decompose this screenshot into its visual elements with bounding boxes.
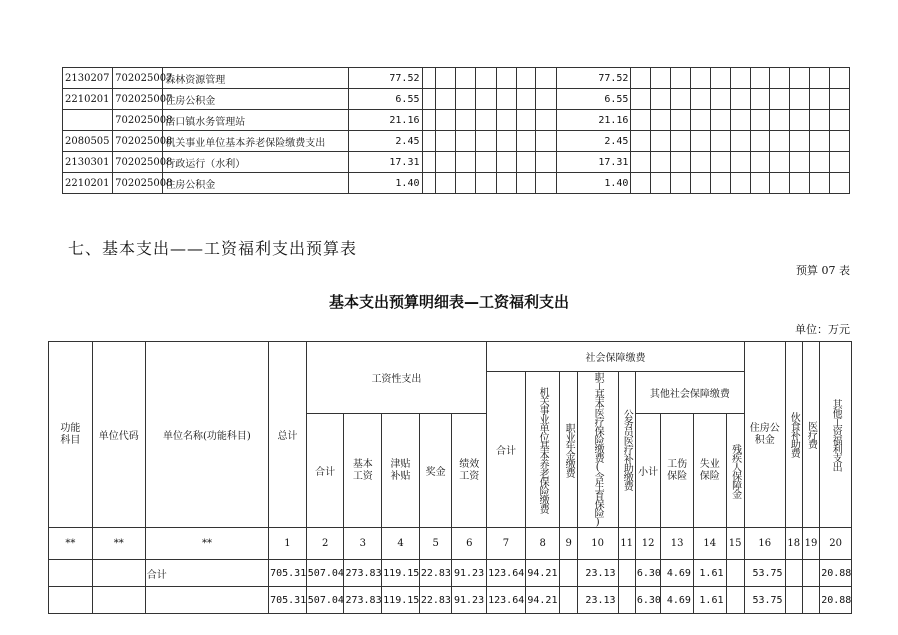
perf-wage-cell: 91.23 (452, 560, 487, 587)
table-row (63, 173, 850, 194)
func-code-cell: 2080505 (63, 131, 113, 152)
empty-cell (829, 68, 849, 89)
empty-cell (475, 89, 496, 110)
empty-cell (770, 89, 790, 110)
disabled-cell (726, 560, 744, 587)
empty-cell (651, 110, 671, 131)
empty-cell (810, 131, 830, 152)
header-func: 功能 科目 (49, 342, 93, 528)
header-housing: 住房公 积金 (744, 342, 785, 528)
empty-cell (516, 110, 536, 131)
header-perf-wage: 绩效 工资 (452, 414, 487, 528)
header-basic-wage: 基本 工资 (344, 414, 382, 528)
index-cell: 14 (693, 528, 726, 560)
empty-cell (516, 68, 536, 89)
empty-cell (710, 68, 730, 89)
empty-cell (92, 587, 145, 614)
empty-cell (750, 131, 770, 152)
empty-cell (730, 131, 750, 152)
annuity-cell (560, 587, 577, 614)
empty-cell (496, 131, 516, 152)
unit-name-cell: 住房公积金 (163, 89, 349, 110)
empty-cell (422, 173, 436, 194)
header-social-group: 社会保障缴费 (487, 342, 745, 372)
func-code-cell (63, 110, 113, 131)
index-cell: 3 (344, 528, 382, 560)
wage-welfare-table (48, 341, 852, 614)
basic-total-cell: 21.16 (557, 110, 631, 131)
empty-cell (516, 173, 536, 194)
header-wage-total: 合计 (306, 414, 344, 528)
empty-cell (730, 152, 750, 173)
empty-cell (750, 89, 770, 110)
empty-cell (710, 173, 730, 194)
empty-cell (829, 89, 849, 110)
empty-cell (730, 89, 750, 110)
empty-cell (810, 110, 830, 131)
empty-cell (475, 152, 496, 173)
unemploy-cell: 1.61 (693, 587, 726, 614)
basic-wage-cell: 273.83 (344, 560, 382, 587)
bonus-cell: 22.83 (419, 560, 452, 587)
basic-wage-cell: 273.83 (344, 587, 382, 614)
empty-cell (770, 152, 790, 173)
func-code-cell: 2130207 (63, 68, 113, 89)
empty-cell (651, 131, 671, 152)
empty-cell (770, 110, 790, 131)
empty-cell (730, 110, 750, 131)
header-injury: 工伤 保险 (661, 414, 694, 528)
index-cell: 8 (525, 528, 560, 560)
empty-cell (730, 173, 750, 194)
meal-cell (785, 587, 802, 614)
empty-cell (829, 173, 849, 194)
bonus-cell: 22.83 (419, 587, 452, 614)
unemploy-cell: 1.61 (693, 560, 726, 587)
total-cell: 77.52 (349, 68, 422, 89)
empty-cell (770, 131, 790, 152)
empty-cell (690, 173, 710, 194)
empty-cell (536, 152, 557, 173)
medical-fee-cell (802, 587, 819, 614)
unit-name-cell: 机关事业单位基本养老保险缴费支出 (163, 131, 349, 152)
header-total: 总计 (269, 342, 307, 528)
pension-cell: 94.21 (525, 560, 560, 587)
index-cell: 20 (820, 528, 852, 560)
empty-cell (631, 89, 651, 110)
basic-total-cell: 1.40 (557, 173, 631, 194)
unit-label: 单位：万元 (795, 323, 850, 336)
empty-cell (631, 152, 651, 173)
injury-cell: 4.69 (661, 560, 694, 587)
empty-cell (690, 131, 710, 152)
index-cell: 9 (560, 528, 577, 560)
index-cell: 6 (452, 528, 487, 560)
empty-cell (455, 131, 475, 152)
empty-cell (455, 68, 475, 89)
empty-cell (496, 173, 516, 194)
empty-cell (631, 68, 651, 89)
empty-cell (436, 173, 456, 194)
empty-cell (475, 110, 496, 131)
table-row (49, 587, 852, 614)
unit-name-cell: 涪口镇水务管理站 (163, 110, 349, 131)
medical-fee-cell (802, 560, 819, 587)
total-cell: 705.31 (269, 560, 307, 587)
medical-cell: 23.13 (577, 560, 618, 587)
empty-cell (671, 131, 691, 152)
header-other-welfare: 其他工资福利支出 (820, 342, 852, 528)
empty-cell (750, 173, 770, 194)
empty-cell (436, 68, 456, 89)
empty-cell (790, 89, 810, 110)
empty-cell (671, 173, 691, 194)
empty-cell (422, 89, 436, 110)
index-cell: 1 (269, 528, 307, 560)
table-row (63, 131, 850, 152)
index-cell: 19 (802, 528, 819, 560)
func-code-cell: 2210201 (63, 173, 113, 194)
table-number: 预算 07 表 (796, 264, 850, 277)
basic-total-cell: 17.31 (557, 152, 631, 173)
basic-total-cell: 6.55 (557, 89, 631, 110)
other-welfare-cell: 20.88 (820, 560, 852, 587)
empty-cell (536, 89, 557, 110)
unit-code-cell: 702025008 (113, 173, 163, 194)
empty-cell (770, 68, 790, 89)
empty-cell (475, 68, 496, 89)
empty-cell (651, 89, 671, 110)
empty-cell (790, 110, 810, 131)
other-welfare-cell: 20.88 (820, 587, 852, 614)
header-annuity: 职业年金缴费 (560, 372, 577, 528)
empty-cell (829, 152, 849, 173)
header-unit-name: 单位名称(功能科目) (145, 342, 268, 528)
perf-wage-cell: 91.23 (452, 587, 487, 614)
header-unemploy: 失业 保险 (693, 414, 726, 528)
other-sub-cell: 6.30 (635, 587, 660, 614)
table-row (49, 560, 852, 587)
header-medical-fee: 医疗费 (802, 342, 819, 528)
meal-cell (785, 560, 802, 587)
unit-code-cell: 702025008 (113, 110, 163, 131)
index-cell: 2 (306, 528, 344, 560)
empty-cell (536, 68, 557, 89)
total-cell: 1.40 (349, 173, 422, 194)
header-wage-group: 工资性支出 (306, 342, 486, 414)
basic-total-cell: 77.52 (557, 68, 631, 89)
empty-cell (436, 89, 456, 110)
unit-code-cell: 702025008 (113, 131, 163, 152)
empty-cell (536, 173, 557, 194)
top-budget-table (62, 67, 850, 194)
allowance-cell: 119.15 (382, 560, 420, 587)
empty-cell (690, 68, 710, 89)
empty-cell (690, 110, 710, 131)
social-total-cell: 123.64 (487, 587, 526, 614)
empty-cell (750, 110, 770, 131)
empty-cell (829, 131, 849, 152)
empty-cell (671, 68, 691, 89)
wage-total-cell: 507.04 (306, 587, 344, 614)
empty-cell (422, 110, 436, 131)
index-cell: ** (92, 528, 145, 560)
pension-cell: 94.21 (525, 587, 560, 614)
social-total-cell: 123.64 (487, 560, 526, 587)
empty-cell (710, 131, 730, 152)
empty-cell (436, 131, 456, 152)
empty-cell (710, 110, 730, 131)
empty-cell (496, 68, 516, 89)
empty-cell (516, 89, 536, 110)
empty-cell (671, 89, 691, 110)
header-other-group: 其他社会保障缴费 (635, 372, 744, 414)
civil-medical-cell (618, 560, 635, 587)
empty-cell (790, 68, 810, 89)
empty-cell (810, 152, 830, 173)
section-title: 七、基本支出——工资福利支出预算表 (68, 239, 358, 258)
func-code-cell: 2210201 (63, 89, 113, 110)
index-cell: 12 (635, 528, 660, 560)
table-row (63, 68, 850, 89)
empty-cell (475, 131, 496, 152)
header-meal: 伙食补助费 (785, 342, 802, 528)
empty-cell (496, 89, 516, 110)
unit-name-cell: 合计 (145, 560, 268, 587)
empty-cell (516, 131, 536, 152)
empty-cell (455, 110, 475, 131)
header-unit-code: 单位代码 (92, 342, 145, 528)
total-cell: 2.45 (349, 131, 422, 152)
empty-cell (455, 173, 475, 194)
index-cell: 15 (726, 528, 744, 560)
header-civil-medical: 公务员医疗补助缴费 (618, 372, 635, 528)
empty-cell (750, 68, 770, 89)
housing-cell: 53.75 (744, 587, 785, 614)
empty-cell (710, 89, 730, 110)
empty-cell (631, 131, 651, 152)
empty-cell (475, 173, 496, 194)
header-other-sub: 小计 (635, 414, 660, 528)
unit-code-cell: 702025007 (113, 68, 163, 89)
empty-cell (536, 110, 557, 131)
header-medical: 职工基本医疗保险缴费(含生育保险) (577, 372, 618, 528)
basic-total-cell: 2.45 (557, 131, 631, 152)
index-cell: 4 (382, 528, 420, 560)
empty-cell (790, 131, 810, 152)
empty-cell (49, 560, 93, 587)
index-cell: 13 (661, 528, 694, 560)
unit-name-cell: 行政运行（水利） (163, 152, 349, 173)
annuity-cell (560, 560, 577, 587)
header-pension: 机关事业单位基本养老保险缴费 (525, 372, 560, 528)
other-sub-cell: 6.30 (635, 560, 660, 587)
empty-cell (810, 173, 830, 194)
medical-cell: 23.13 (577, 587, 618, 614)
empty-cell (422, 152, 436, 173)
empty-cell (536, 131, 557, 152)
empty-cell (651, 68, 671, 89)
empty-cell (651, 173, 671, 194)
func-code-cell: 2130301 (63, 152, 113, 173)
empty-cell (750, 152, 770, 173)
total-cell: 17.31 (349, 152, 422, 173)
empty-cell (516, 152, 536, 173)
total-cell: 705.31 (269, 587, 307, 614)
empty-cell (790, 173, 810, 194)
empty-cell (829, 110, 849, 131)
unit-name-cell: 住房公积金 (163, 173, 349, 194)
table-row (63, 110, 850, 131)
injury-cell: 4.69 (661, 587, 694, 614)
empty-cell (49, 587, 93, 614)
disabled-cell (726, 587, 744, 614)
main-title: 基本支出预算明细表—工资福利支出 (328, 293, 569, 311)
header-social-total: 合计 (487, 372, 526, 528)
empty-cell (496, 110, 516, 131)
empty-cell (671, 152, 691, 173)
unit-name-cell: 森林资源管理 (163, 68, 349, 89)
empty-cell (422, 131, 436, 152)
index-cell: 11 (618, 528, 635, 560)
empty-cell (436, 152, 456, 173)
wage-total-cell: 507.04 (306, 560, 344, 587)
empty-cell (730, 68, 750, 89)
empty-cell (631, 173, 651, 194)
index-cell: ** (145, 528, 268, 560)
index-row (49, 528, 852, 560)
empty-cell (810, 89, 830, 110)
table-row (63, 89, 850, 110)
table-row (63, 152, 850, 173)
total-cell: 6.55 (349, 89, 422, 110)
index-cell: 5 (419, 528, 452, 560)
unit-name-cell (145, 587, 268, 614)
empty-cell (690, 152, 710, 173)
unit-code-cell: 702025007 (113, 89, 163, 110)
empty-cell (631, 110, 651, 131)
housing-cell: 53.75 (744, 560, 785, 587)
index-cell: ** (49, 528, 93, 560)
empty-cell (455, 89, 475, 110)
empty-cell (496, 152, 516, 173)
empty-cell (770, 173, 790, 194)
header-disabled: 残疾人保障金 (726, 414, 744, 528)
header-bonus: 奖金 (419, 414, 452, 528)
civil-medical-cell (618, 587, 635, 614)
index-cell: 16 (744, 528, 785, 560)
header-allowance: 津贴 补贴 (382, 414, 420, 528)
empty-cell (671, 110, 691, 131)
empty-cell (790, 152, 810, 173)
empty-cell (92, 560, 145, 587)
unit-code-cell: 702025008 (113, 152, 163, 173)
total-cell: 21.16 (349, 110, 422, 131)
empty-cell (436, 110, 456, 131)
empty-cell (690, 89, 710, 110)
empty-cell (455, 152, 475, 173)
empty-cell (810, 68, 830, 89)
index-cell: 7 (487, 528, 526, 560)
allowance-cell: 119.15 (382, 587, 420, 614)
index-cell: 10 (577, 528, 618, 560)
empty-cell (710, 152, 730, 173)
index-cell: 18 (785, 528, 802, 560)
empty-cell (422, 68, 436, 89)
empty-cell (651, 152, 671, 173)
